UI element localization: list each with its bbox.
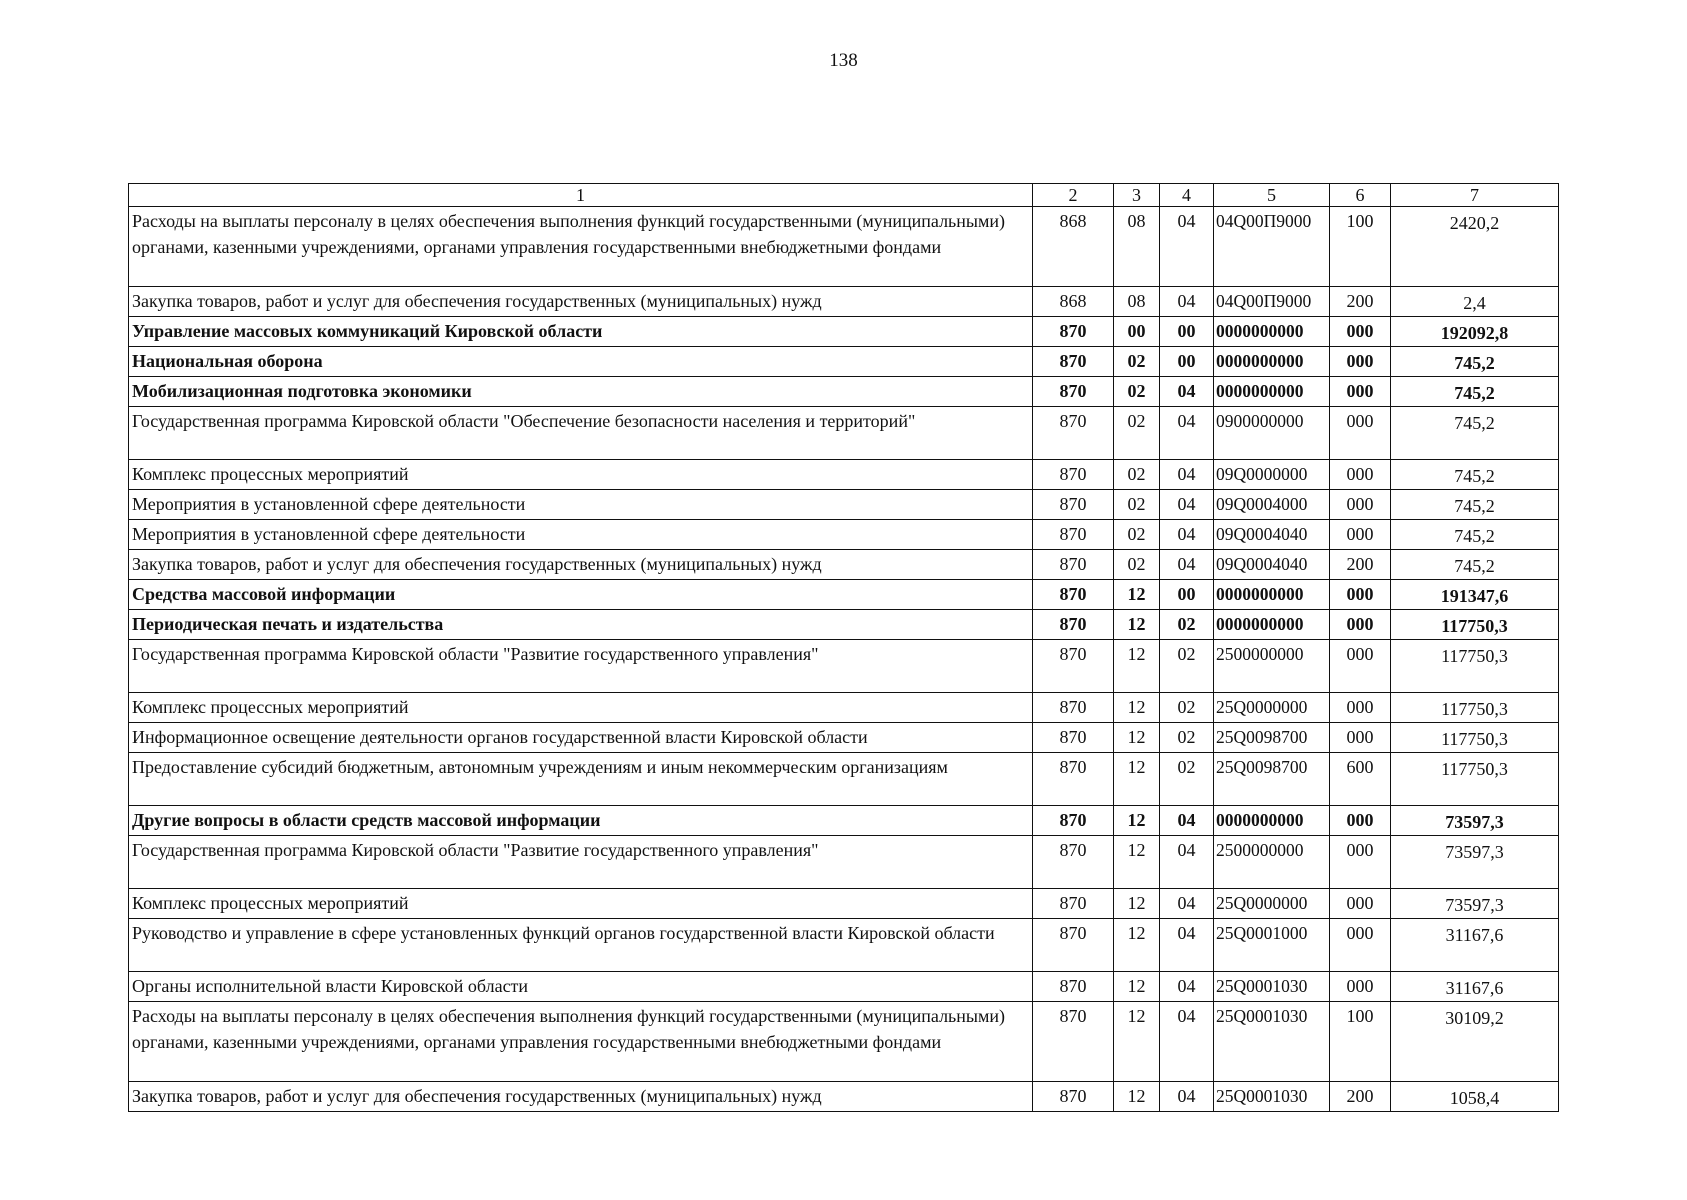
expense-type-cell: 000 [1330, 836, 1391, 889]
subsection-cell: 00 [1160, 347, 1214, 377]
amount-cell: 745,2 [1391, 490, 1559, 520]
subsection-cell: 04 [1160, 1002, 1214, 1082]
expense-type-cell: 000 [1330, 640, 1391, 693]
ministry-code-cell: 870 [1033, 610, 1114, 640]
column-header: 5 [1214, 184, 1330, 207]
row-name-cell: Средства массовой информации [129, 580, 1033, 610]
section-cell: 08 [1114, 287, 1160, 317]
table-row [129, 972, 1559, 1002]
target-article-cell: 0000000000 [1214, 610, 1330, 640]
table-row [129, 889, 1559, 919]
section-cell: 02 [1114, 377, 1160, 407]
target-article-cell: 25Q0001030 [1214, 972, 1330, 1002]
target-article-cell: 0000000000 [1214, 377, 1330, 407]
table-row [129, 490, 1559, 520]
subsection-cell: 04 [1160, 550, 1214, 580]
amount-cell: 745,2 [1391, 407, 1559, 460]
subsection-cell: 04 [1160, 407, 1214, 460]
ministry-code-cell: 870 [1033, 1002, 1114, 1082]
table-row [129, 753, 1559, 806]
amount-cell: 117750,3 [1391, 723, 1559, 753]
section-cell: 12 [1114, 889, 1160, 919]
table-row [129, 919, 1559, 972]
ministry-code-cell: 870 [1033, 407, 1114, 460]
section-cell: 02 [1114, 347, 1160, 377]
column-number-row [129, 184, 1559, 207]
target-article-cell: 25Q0000000 [1214, 889, 1330, 919]
table-row [129, 1002, 1559, 1082]
subsection-cell: 04 [1160, 836, 1214, 889]
amount-cell: 745,2 [1391, 377, 1559, 407]
section-cell: 00 [1114, 317, 1160, 347]
table-row [129, 347, 1559, 377]
table-row [129, 640, 1559, 693]
row-name-cell: Закупка товаров, работ и услуг для обеспечения государственных (муниципальных) нужд [129, 1082, 1033, 1112]
section-cell: 12 [1114, 1002, 1160, 1082]
amount-cell: 117750,3 [1391, 693, 1559, 723]
expense-type-cell: 000 [1330, 377, 1391, 407]
section-cell: 12 [1114, 723, 1160, 753]
section-cell: 12 [1114, 919, 1160, 972]
subsection-cell: 04 [1160, 207, 1214, 287]
section-cell: 12 [1114, 806, 1160, 836]
expense-type-cell: 000 [1330, 693, 1391, 723]
row-name-cell: Комплекс процессных мероприятий [129, 889, 1033, 919]
ministry-code-cell: 870 [1033, 347, 1114, 377]
ministry-code-cell: 870 [1033, 377, 1114, 407]
table-row [129, 806, 1559, 836]
amount-cell: 745,2 [1391, 460, 1559, 490]
subsection-cell: 02 [1160, 693, 1214, 723]
column-header: 1 [129, 184, 1033, 207]
section-cell: 12 [1114, 580, 1160, 610]
amount-cell: 117750,3 [1391, 753, 1559, 806]
subsection-cell: 04 [1160, 919, 1214, 972]
section-cell: 12 [1114, 693, 1160, 723]
expense-type-cell: 200 [1330, 550, 1391, 580]
ministry-code-cell: 868 [1033, 287, 1114, 317]
expense-type-cell: 200 [1330, 1082, 1391, 1112]
row-name-cell: Государственная программа Кировской области "Развитие государственного управления" [129, 836, 1033, 889]
target-article-cell: 25Q0001030 [1214, 1002, 1330, 1082]
table-row [129, 1082, 1559, 1112]
target-article-cell: 2500000000 [1214, 640, 1330, 693]
target-article-cell: 0000000000 [1214, 317, 1330, 347]
ministry-code-cell: 870 [1033, 723, 1114, 753]
target-article-cell: 09Q0004040 [1214, 550, 1330, 580]
section-cell: 08 [1114, 207, 1160, 287]
expense-type-cell: 000 [1330, 580, 1391, 610]
section-cell: 02 [1114, 460, 1160, 490]
expense-type-cell: 000 [1330, 972, 1391, 1002]
target-article-cell: 04Q00П9000 [1214, 207, 1330, 287]
table-row [129, 287, 1559, 317]
target-article-cell: 09Q0004040 [1214, 520, 1330, 550]
amount-cell: 117750,3 [1391, 610, 1559, 640]
expense-type-cell: 000 [1330, 490, 1391, 520]
row-name-cell: Национальная оборона [129, 347, 1033, 377]
target-article-cell: 09Q0000000 [1214, 460, 1330, 490]
amount-cell: 73597,3 [1391, 806, 1559, 836]
amount-cell: 31167,6 [1391, 919, 1559, 972]
row-name-cell: Закупка товаров, работ и услуг для обеспечения государственных (муниципальных) нужд [129, 550, 1033, 580]
column-header: 4 [1160, 184, 1214, 207]
row-name-cell: Закупка товаров, работ и услуг для обеспечения государственных (муниципальных) нужд [129, 287, 1033, 317]
amount-cell: 745,2 [1391, 347, 1559, 377]
amount-cell: 2,4 [1391, 287, 1559, 317]
target-article-cell: 0900000000 [1214, 407, 1330, 460]
expense-type-cell: 000 [1330, 520, 1391, 550]
target-article-cell: 04Q00П9000 [1214, 287, 1330, 317]
section-cell: 02 [1114, 520, 1160, 550]
subsection-cell: 00 [1160, 580, 1214, 610]
target-article-cell: 25Q0001030 [1214, 1082, 1330, 1112]
table-row [129, 550, 1559, 580]
row-name-cell: Предоставление субсидий бюджетным, автономным учреждениям и иным некоммерческим организациям [129, 753, 1033, 806]
ministry-code-cell: 870 [1033, 919, 1114, 972]
table-row [129, 836, 1559, 889]
expense-type-cell: 100 [1330, 1002, 1391, 1082]
amount-cell: 73597,3 [1391, 836, 1559, 889]
table-row [129, 207, 1559, 287]
expense-type-cell: 000 [1330, 460, 1391, 490]
ministry-code-cell: 870 [1033, 580, 1114, 610]
target-article-cell: 0000000000 [1214, 806, 1330, 836]
subsection-cell: 04 [1160, 460, 1214, 490]
row-name-cell: Комплекс процессных мероприятий [129, 460, 1033, 490]
row-name-cell: Другие вопросы в области средств массовой информации [129, 806, 1033, 836]
subsection-cell: 04 [1160, 287, 1214, 317]
table-row [129, 377, 1559, 407]
expense-type-cell: 000 [1330, 317, 1391, 347]
row-name-cell: Комплекс процессных мероприятий [129, 693, 1033, 723]
table-row [129, 693, 1559, 723]
table-row [129, 520, 1559, 550]
target-article-cell: 25Q0000000 [1214, 693, 1330, 723]
row-name-cell: Периодическая печать и издательства [129, 610, 1033, 640]
expense-type-cell: 000 [1330, 407, 1391, 460]
ministry-code-cell: 870 [1033, 520, 1114, 550]
subsection-cell: 04 [1160, 806, 1214, 836]
amount-cell: 73597,3 [1391, 889, 1559, 919]
column-header: 6 [1330, 184, 1391, 207]
section-cell: 12 [1114, 610, 1160, 640]
row-name-cell: Управление массовых коммуникаций Кировской области [129, 317, 1033, 347]
row-name-cell: Государственная программа Кировской области "Обеспечение безопасности населения и территорий" [129, 407, 1033, 460]
section-cell: 12 [1114, 640, 1160, 693]
row-name-cell: Мероприятия в установленной сфере деятельности [129, 490, 1033, 520]
subsection-cell: 04 [1160, 972, 1214, 1002]
amount-cell: 117750,3 [1391, 640, 1559, 693]
subsection-cell: 00 [1160, 317, 1214, 347]
amount-cell: 192092,8 [1391, 317, 1559, 347]
subsection-cell: 02 [1160, 610, 1214, 640]
expense-type-cell: 600 [1330, 753, 1391, 806]
row-name-cell: Расходы на выплаты персоналу в целях обеспечения выполнения функций государственными (муниципальными) органами, казенными учреждениями, органами управления государственными внебюджетными фондами [129, 1002, 1033, 1082]
section-cell: 12 [1114, 1082, 1160, 1112]
section-cell: 02 [1114, 407, 1160, 460]
ministry-code-cell: 870 [1033, 753, 1114, 806]
amount-cell: 1058,4 [1391, 1082, 1559, 1112]
subsection-cell: 04 [1160, 1082, 1214, 1112]
ministry-code-cell: 870 [1033, 460, 1114, 490]
ministry-code-cell: 870 [1033, 693, 1114, 723]
table-row [129, 580, 1559, 610]
row-name-cell: Расходы на выплаты персоналу в целях обеспечения выполнения функций государственными (муниципальными) органами, казенными учреждениями, органами управления государственными внебюджетными фондами [129, 207, 1033, 287]
subsection-cell: 04 [1160, 889, 1214, 919]
ministry-code-cell: 870 [1033, 317, 1114, 347]
expense-type-cell: 100 [1330, 207, 1391, 287]
amount-cell: 745,2 [1391, 550, 1559, 580]
expense-type-cell: 000 [1330, 889, 1391, 919]
budget-table [128, 183, 1559, 1112]
target-article-cell: 2500000000 [1214, 836, 1330, 889]
subsection-cell: 02 [1160, 723, 1214, 753]
ministry-code-cell: 868 [1033, 207, 1114, 287]
column-header: 7 [1391, 184, 1559, 207]
amount-cell: 745,2 [1391, 520, 1559, 550]
table-row [129, 407, 1559, 460]
target-article-cell: 25Q0098700 [1214, 753, 1330, 806]
expense-type-cell: 000 [1330, 723, 1391, 753]
ministry-code-cell: 870 [1033, 550, 1114, 580]
amount-cell: 191347,6 [1391, 580, 1559, 610]
subsection-cell: 04 [1160, 520, 1214, 550]
subsection-cell: 04 [1160, 377, 1214, 407]
table-body [129, 207, 1559, 1112]
expense-type-cell: 000 [1330, 919, 1391, 972]
target-article-cell: 0000000000 [1214, 580, 1330, 610]
row-name-cell: Руководство и управление в сфере установленных функций органов государственной власти Кировской области [129, 919, 1033, 972]
row-name-cell: Государственная программа Кировской области "Развитие государственного управления" [129, 640, 1033, 693]
ministry-code-cell: 870 [1033, 640, 1114, 693]
expense-type-cell: 000 [1330, 610, 1391, 640]
ministry-code-cell: 870 [1033, 889, 1114, 919]
target-article-cell: 25Q0098700 [1214, 723, 1330, 753]
section-cell: 12 [1114, 753, 1160, 806]
section-cell: 02 [1114, 550, 1160, 580]
target-article-cell: 0000000000 [1214, 347, 1330, 377]
amount-cell: 31167,6 [1391, 972, 1559, 1002]
column-header: 2 [1033, 184, 1114, 207]
section-cell: 02 [1114, 490, 1160, 520]
table-row [129, 723, 1559, 753]
row-name-cell: Информационное освещение деятельности органов государственной власти Кировской области [129, 723, 1033, 753]
amount-cell: 30109,2 [1391, 1002, 1559, 1082]
ministry-code-cell: 870 [1033, 836, 1114, 889]
expense-type-cell: 200 [1330, 287, 1391, 317]
row-name-cell: Органы исполнительной власти Кировской области [129, 972, 1033, 1002]
table-row [129, 317, 1559, 347]
ministry-code-cell: 870 [1033, 1082, 1114, 1112]
row-name-cell: Мероприятия в установленной сфере деятельности [129, 520, 1033, 550]
column-header: 3 [1114, 184, 1160, 207]
page-number: 138 [829, 50, 858, 71]
row-name-cell: Мобилизационная подготовка экономики [129, 377, 1033, 407]
table-row [129, 460, 1559, 490]
target-article-cell: 09Q0004000 [1214, 490, 1330, 520]
ministry-code-cell: 870 [1033, 490, 1114, 520]
amount-cell: 2420,2 [1391, 207, 1559, 287]
expense-type-cell: 000 [1330, 806, 1391, 836]
ministry-code-cell: 870 [1033, 806, 1114, 836]
section-cell: 12 [1114, 972, 1160, 1002]
section-cell: 12 [1114, 836, 1160, 889]
target-article-cell: 25Q0001000 [1214, 919, 1330, 972]
subsection-cell: 02 [1160, 753, 1214, 806]
subsection-cell: 04 [1160, 490, 1214, 520]
subsection-cell: 02 [1160, 640, 1214, 693]
table-row [129, 610, 1559, 640]
expense-type-cell: 000 [1330, 347, 1391, 377]
ministry-code-cell: 870 [1033, 972, 1114, 1002]
